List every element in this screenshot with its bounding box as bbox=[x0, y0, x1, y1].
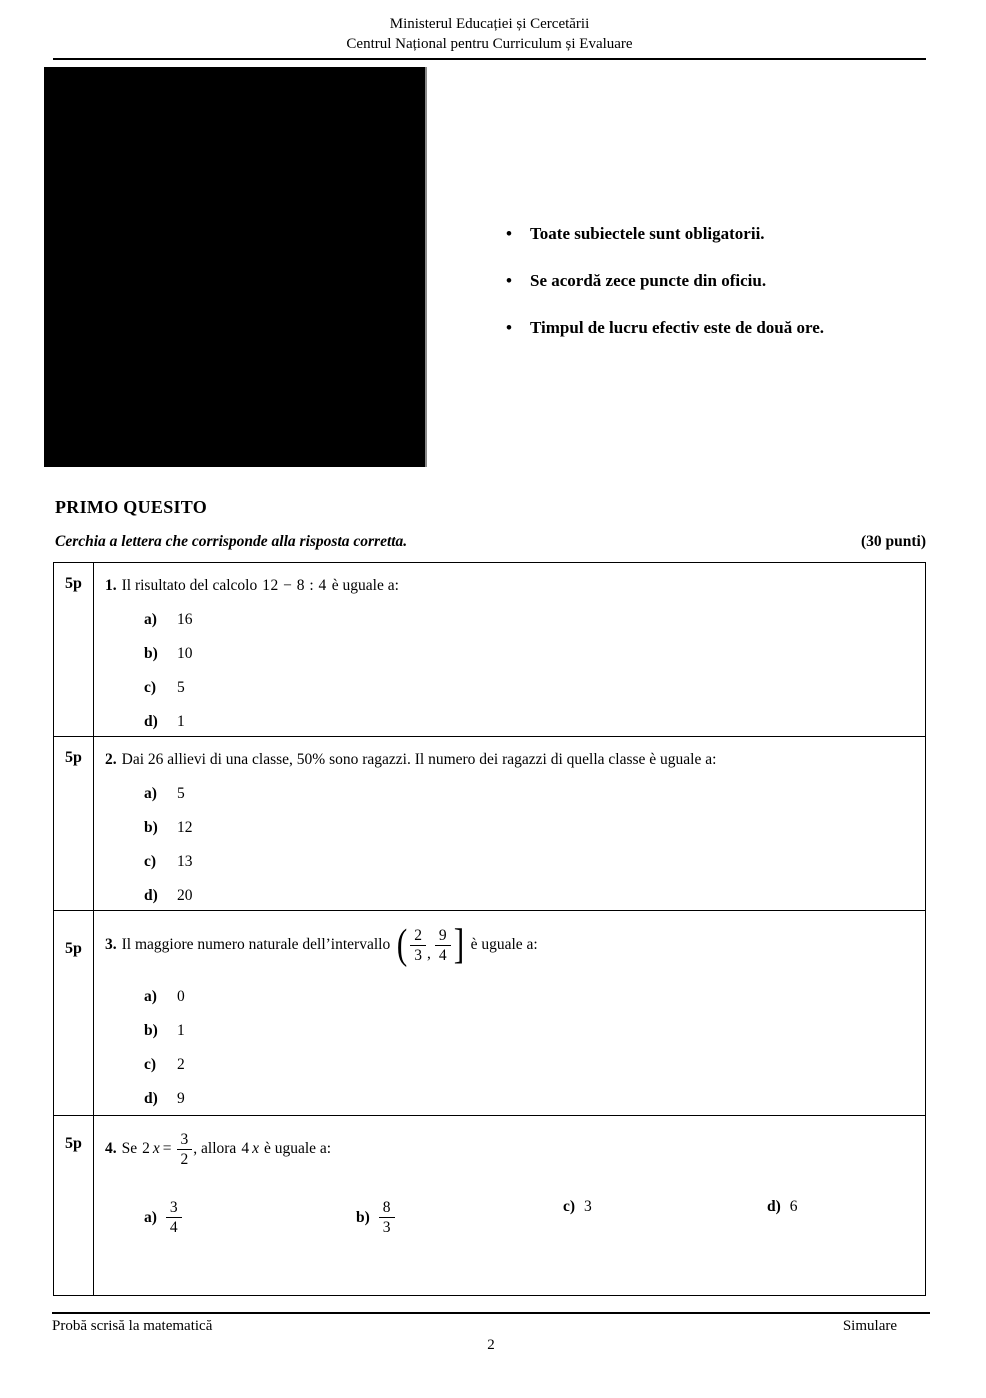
option-letter: a) bbox=[144, 988, 157, 1005]
notice-item bbox=[506, 318, 936, 338]
question-row-4 bbox=[54, 1116, 925, 1295]
option-value: 3 bbox=[584, 1198, 592, 1215]
option-c bbox=[563, 1198, 592, 1216]
fraction-denominator: 3 bbox=[379, 1217, 395, 1237]
option-a bbox=[105, 603, 925, 637]
option-value: 5 bbox=[177, 679, 185, 696]
bullet-icon: • bbox=[506, 318, 512, 337]
question-row-1 bbox=[54, 563, 925, 737]
points-cell: 5p bbox=[54, 737, 94, 910]
fraction-numerator: 8 bbox=[382, 1199, 391, 1216]
option-value: 10 bbox=[177, 645, 193, 662]
question-number: 1. bbox=[105, 577, 117, 594]
question-cell bbox=[94, 911, 925, 1115]
option-letter: b) bbox=[144, 1022, 158, 1039]
question-number: 3. bbox=[105, 936, 117, 953]
fraction bbox=[435, 926, 451, 965]
fraction bbox=[177, 1130, 193, 1169]
option-letter: b) bbox=[356, 1208, 370, 1226]
question-text-after: è uguale a: bbox=[470, 936, 538, 953]
equation-rhs bbox=[241, 1139, 259, 1159]
options-list bbox=[105, 603, 925, 739]
option-value: 16 bbox=[177, 611, 193, 628]
options-list bbox=[105, 777, 925, 913]
option-letter: a) bbox=[144, 1208, 157, 1226]
option-value: 2 bbox=[177, 1056, 185, 1073]
points-cell: 5p bbox=[54, 1116, 94, 1295]
option-d bbox=[767, 1198, 798, 1216]
fraction-numerator: 9 bbox=[438, 926, 447, 944]
question-row-3 bbox=[54, 911, 925, 1116]
bullet-icon: • bbox=[506, 271, 512, 290]
question-text-after: è uguale a: bbox=[263, 1140, 332, 1157]
notice-list bbox=[506, 224, 936, 365]
option-letter: b) bbox=[144, 819, 158, 836]
coefficient: 4 bbox=[241, 1140, 250, 1157]
option-letter: c) bbox=[144, 679, 157, 696]
fraction-denominator: 2 bbox=[177, 1149, 193, 1169]
option-d bbox=[105, 879, 925, 913]
option-letter: a) bbox=[144, 785, 157, 802]
math-expression: 12 − 8 : 4 bbox=[262, 577, 327, 594]
question-text: Il maggiore numero naturale dell’intervallo bbox=[121, 936, 391, 953]
section-title: PRIMO QUESITO bbox=[55, 497, 208, 517]
options-list bbox=[105, 1198, 925, 1254]
equation-lhs bbox=[142, 1139, 171, 1159]
instruction-text: Cerchia a lettera che corrisponde alla risposta corretta. bbox=[55, 533, 408, 550]
question-text: Se bbox=[121, 1140, 138, 1157]
option-letter: c) bbox=[144, 1056, 157, 1073]
question-number: 2. bbox=[105, 751, 117, 768]
option-value: 5 bbox=[177, 785, 185, 802]
option-letter: d) bbox=[144, 1090, 158, 1107]
option-letter: a) bbox=[144, 611, 157, 628]
interval-separator: , bbox=[426, 945, 431, 962]
variable: x bbox=[252, 1140, 259, 1157]
header-line-2: Centrul Național pentru Curriculum și Evaluare bbox=[346, 36, 633, 52]
open-paren: ( bbox=[396, 922, 408, 968]
option-c bbox=[105, 671, 925, 705]
option-letter: b) bbox=[144, 645, 158, 662]
option-value: 1 bbox=[177, 713, 185, 730]
option-value: 0 bbox=[177, 988, 185, 1005]
option-b bbox=[105, 811, 925, 845]
header-line-1: Ministerul Educației și Cercetării bbox=[389, 16, 590, 32]
fraction-numerator: 3 bbox=[180, 1130, 189, 1148]
option-value: 9 bbox=[177, 1090, 185, 1107]
question-table bbox=[53, 562, 926, 1296]
question-text-mid: , allora bbox=[193, 1140, 237, 1157]
option-letter: c) bbox=[144, 853, 157, 870]
fraction-denominator: 3 bbox=[410, 945, 426, 965]
footer-row bbox=[52, 1314, 930, 1335]
option-value: 20 bbox=[177, 887, 193, 904]
page-number: 2 bbox=[487, 1337, 495, 1353]
notice-item bbox=[506, 271, 936, 291]
coefficient: 2 bbox=[142, 1140, 150, 1157]
fraction-numerator: 2 bbox=[414, 926, 422, 944]
question-text-line bbox=[105, 737, 925, 770]
question-row-2 bbox=[54, 737, 925, 911]
question-text: Dai 26 allievi di una classe, 50% sono ragazzi. Il numero dei ragazzi di quella classe è uguale a: bbox=[121, 751, 717, 768]
option-b bbox=[105, 1014, 925, 1048]
option-value: 13 bbox=[177, 853, 193, 870]
notice-item bbox=[506, 224, 936, 244]
question-text: Il risultato del calcolo bbox=[121, 577, 258, 594]
option-a bbox=[105, 980, 925, 1014]
option-a bbox=[105, 777, 925, 811]
notice-text: Timpul de lucru efectiv este de două ore. bbox=[530, 318, 825, 337]
question-text-line bbox=[105, 563, 925, 596]
option-value: 6 bbox=[789, 1198, 798, 1215]
option-value: 1 bbox=[177, 1022, 185, 1039]
option-letter: c) bbox=[563, 1198, 576, 1215]
fraction bbox=[166, 1198, 182, 1237]
option-d bbox=[105, 705, 925, 739]
fraction-numerator: 3 bbox=[169, 1199, 178, 1216]
question-text-after: è uguale a: bbox=[331, 577, 399, 594]
question-cell bbox=[94, 737, 925, 910]
close-bracket: ] bbox=[453, 922, 464, 968]
question-number: 4. bbox=[105, 1140, 117, 1157]
section-points: (30 punti) bbox=[860, 533, 926, 550]
fraction-denominator: 4 bbox=[166, 1217, 182, 1237]
equals-sign: = bbox=[162, 1140, 172, 1157]
question-cell bbox=[94, 1116, 925, 1295]
option-b bbox=[356, 1198, 395, 1237]
option-d bbox=[105, 1082, 925, 1116]
question-text-line bbox=[105, 911, 925, 973]
interval-expression bbox=[395, 922, 465, 968]
option-c bbox=[105, 1048, 925, 1082]
variable: x bbox=[152, 1140, 160, 1157]
redacted-image-block bbox=[44, 67, 427, 467]
option-letter: d) bbox=[144, 887, 158, 904]
option-letter: d) bbox=[767, 1198, 781, 1215]
fraction-denominator: 4 bbox=[435, 945, 451, 965]
option-b bbox=[105, 637, 925, 671]
fraction bbox=[379, 1198, 395, 1237]
option-c bbox=[105, 845, 925, 879]
option-a bbox=[144, 1198, 182, 1237]
fraction bbox=[410, 926, 426, 965]
notice-text: Se acordă zece puncte din oficiu. bbox=[530, 271, 767, 290]
footer-left-text: Probă scrisă la matematică bbox=[52, 1318, 213, 1334]
footer-right-text: Simulare bbox=[842, 1318, 897, 1334]
notice-text: Toate subiectele sunt obligatorii. bbox=[530, 224, 765, 243]
option-letter: d) bbox=[144, 713, 158, 730]
page-header bbox=[53, 14, 926, 60]
instruction-row bbox=[55, 533, 926, 551]
question-cell bbox=[94, 563, 925, 736]
options-list bbox=[105, 980, 925, 1116]
question-text-line bbox=[105, 1116, 925, 1174]
option-value: 12 bbox=[177, 819, 193, 836]
points-cell: 5p bbox=[54, 563, 94, 736]
bullet-icon: • bbox=[506, 224, 512, 243]
page-footer bbox=[52, 1312, 930, 1354]
points-cell: 5p bbox=[54, 911, 94, 1115]
